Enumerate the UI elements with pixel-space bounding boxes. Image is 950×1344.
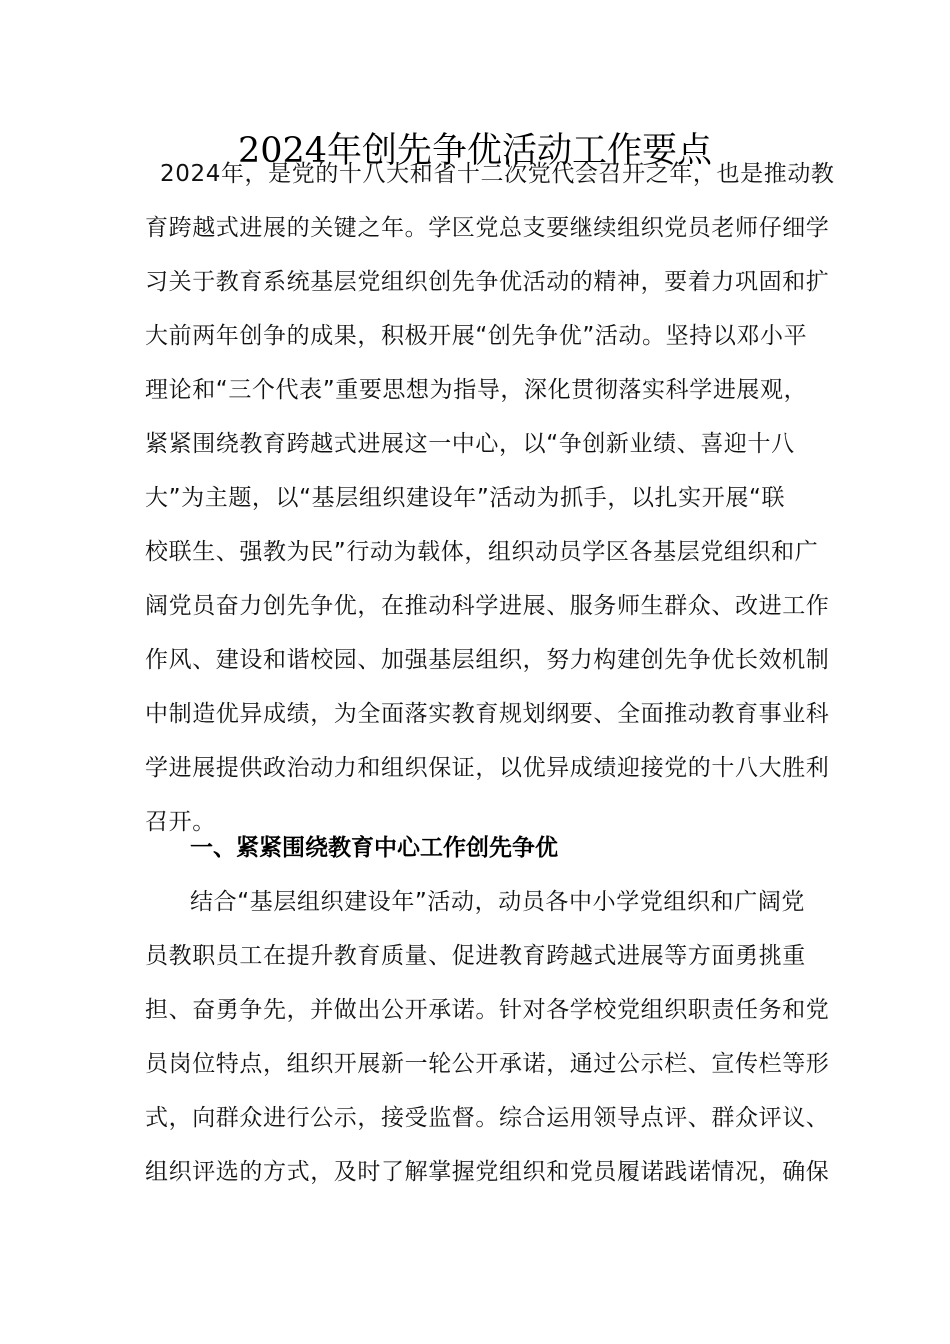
intro-line: 中制造优异成绩，为全面落实教育规划纲要、全面推动教育事业科 [145, 701, 830, 727]
intro-line: 习关于教育系统基层党组织创先争优活动的精神，要着力巩固和扩 [145, 269, 830, 295]
intro-line: 阔党员奋力创先争优，在推动科学进展、服务师生群众、改进工作 [145, 593, 830, 619]
section-line: 担、奋勇争先，并做出公开承诺。针对各学校党组织职责任务和党 [145, 997, 830, 1023]
section-line: 员教职员工在提升教育质量、促进教育跨越式进展等方面勇挑重 [145, 943, 806, 969]
intro-line: 育跨越式进展的关键之年。学区党总支要继续组织党员老师仔细学 [145, 215, 830, 241]
intro-line: 紧紧围绕教育跨越式进展这一中心，以“争创新业绩、喜迎十八 [145, 431, 795, 457]
intro-line: 大前两年创争的成果，积极开展“创先争优”活动。坚持以邓小平 [145, 323, 808, 349]
section-heading: 一、紧紧围绕教育中心工作创先争优 [190, 835, 558, 861]
section-line: 结合“基层组织建设年”活动，动员各中小学党组织和广阔党 [190, 889, 806, 915]
intro-line: 2024年，是党的十八大和省十二次党代会召开之年，也是推动教 [160, 161, 835, 187]
section-line: 员岗位特点，组织开展新一轮公开承诺，通过公示栏、宣传栏等形 [145, 1051, 830, 1077]
intro-line: 召开。 [145, 809, 216, 835]
intro-line: 理论和“三个代表”重要思想为指导，深化贯彻落实科学进展观， [145, 377, 808, 403]
document-title: 2024年创先争优活动工作要点 [237, 131, 713, 171]
intro-line: 作风、建设和谐校园、加强基层组织，努力构建创先争优长效机制 [145, 647, 830, 673]
intro-line: 学进展提供政治动力和组织保证，以优异成绩迎接党的十八大胜利 [145, 755, 830, 781]
intro-line: 校联生、强教为民”行动为载体，组织动员学区各基层党组织和广 [145, 539, 819, 565]
section-line: 组织评选的方式，及时了解掌握党组织和党员履诺践诺情况，确保 [145, 1159, 830, 1185]
intro-line: 大”为主题，以“基层组织建设年”活动为抓手，以扎实开展“联 [145, 485, 786, 511]
section-line: 式，向群众进行公示，接受监督。综合运用领导点评、群众评议、 [145, 1105, 830, 1131]
